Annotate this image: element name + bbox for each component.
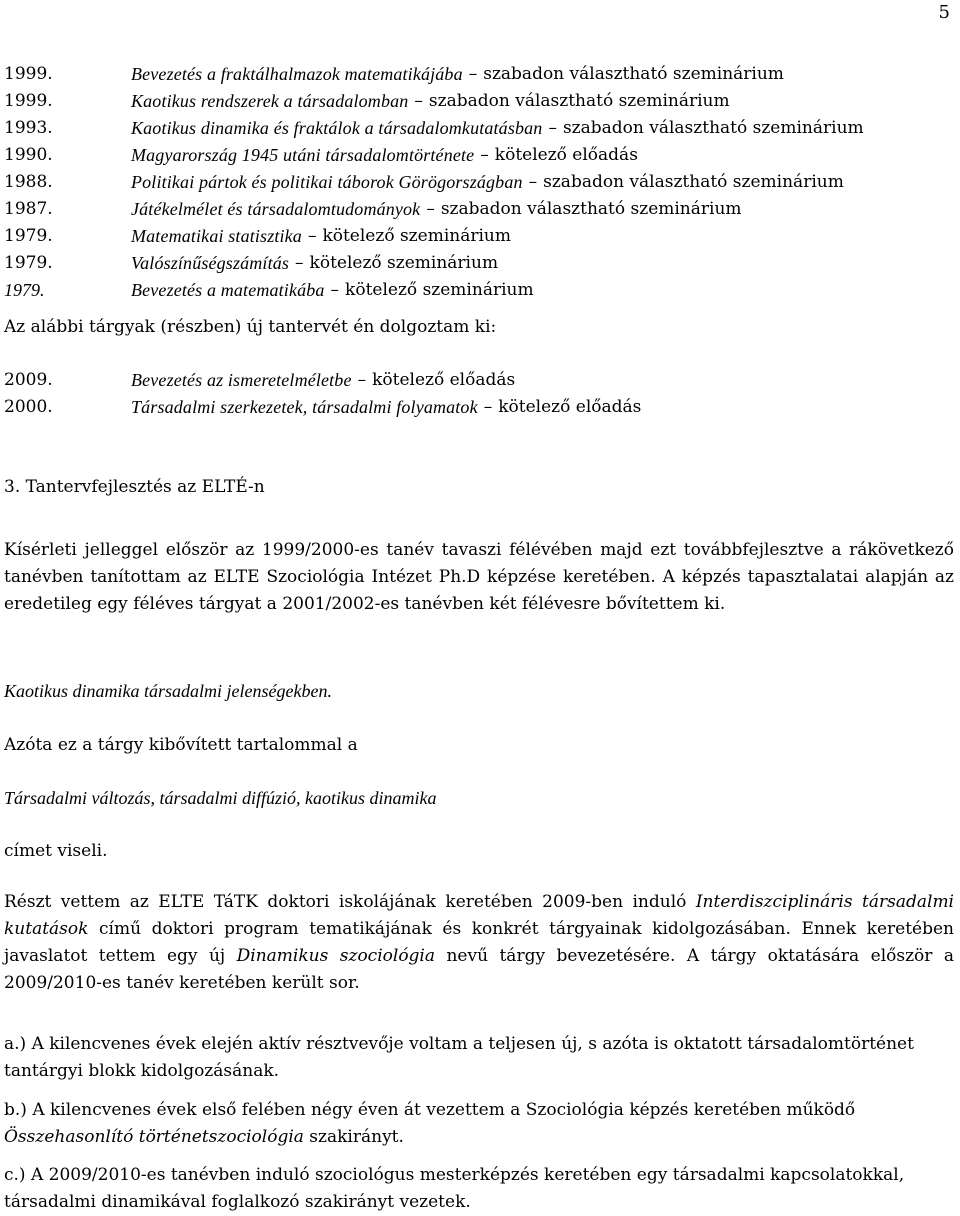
- course-row: [4, 367, 954, 394]
- course-list: [4, 61, 954, 304]
- program-name: Interdiszciplináris társadalmi kutatások: [4, 892, 954, 939]
- course-separator: –: [357, 370, 367, 390]
- course-row: [4, 223, 954, 250]
- course-row: [4, 88, 954, 115]
- course-title: Bevezetés a matematikába: [131, 280, 325, 300]
- course-title: Matematikai statisztika: [131, 226, 302, 246]
- course-row: [4, 169, 954, 196]
- para2-part2: című doktori program tematikájának és konkrét tárgyainak kidolgozásában. Ennek keretében javaslatot tettem egy új: [4, 919, 954, 966]
- course-year: 1993.: [4, 118, 53, 138]
- course-row: [4, 142, 954, 169]
- course-year: 1979.: [4, 253, 53, 273]
- course-type: szabadon választható szeminárium: [562, 118, 864, 138]
- course-separator: –: [426, 199, 435, 219]
- course-title-original: Kaotikus dinamika társadalmi jelenségekben.: [4, 681, 332, 701]
- course-separator: –: [414, 91, 423, 111]
- course-year: 1979.: [4, 226, 53, 246]
- course-type: szabadon választható szeminárium: [543, 172, 844, 192]
- since-text: Azóta ez a tárgy kibővített tartalommal a: [4, 735, 358, 755]
- course-year: 2009.: [4, 370, 53, 390]
- course-title: Bevezetés az ismeretelméletbe: [131, 370, 352, 390]
- course-row: [4, 277, 954, 304]
- course-year: 2000.: [4, 397, 53, 417]
- course-type: szabadon választható szeminárium: [428, 91, 730, 111]
- course-year: 1999.: [4, 91, 53, 111]
- course-separator: –: [528, 172, 538, 192]
- course-type: kötelező szeminárium: [322, 226, 511, 246]
- course-title: Valószínűségszámítás: [131, 253, 290, 273]
- section-heading: 3. Tantervfejlesztés az ELTÉ-n: [4, 477, 265, 497]
- page-number: 5: [938, 2, 950, 23]
- course-year: 1988.: [4, 172, 53, 192]
- course-type: kötelező előadás: [372, 370, 516, 390]
- paragraph-doctoral-program: [4, 889, 954, 997]
- paragraph-phd-course: Kísérleti jelleggel először az 1999/2000-es tanév tavaszi félévében majd ezt továbbfejlesztve a rákövetkező tanévben tanítottam az ELTE Szociológia Intézet Ph.D képzése keretében. A képzés tapasztalatai alapján az eredetileg egy féléves tárgyat a 2001/2002-es tanévben két félévesre bővítettem ki.: [4, 540, 954, 614]
- new-curricula-intro: Az alábbi tárgyak (részben) új tantervét én dolgoztam ki:: [4, 317, 497, 337]
- course-separator: –: [295, 253, 304, 273]
- course-title: Társadalmi szerkezetek, társadalmi folyamatok: [131, 397, 478, 417]
- course-separator: –: [307, 226, 317, 246]
- course-year: 1979.: [4, 280, 45, 300]
- course-type: szabadon választható szeminárium: [440, 199, 742, 219]
- course-type: kötelező szeminárium: [309, 253, 499, 273]
- course-title: Kaotikus rendszerek a társadalomban: [131, 91, 409, 111]
- course-type: kötelező előadás: [498, 397, 642, 417]
- course-type: szabadon választható szeminárium: [483, 64, 784, 84]
- course-type: kötelező előadás: [494, 145, 638, 165]
- course-row: [4, 394, 954, 421]
- list-item-a: a.) A kilencvenes évek elején aktív résztvevője voltam a teljesen új, s azóta is oktatott társadalomtörténet tantárgyi blokk kidolgozásának.: [4, 1034, 914, 1081]
- specialization-name: Összehasonlító történetszociológia: [4, 1127, 304, 1147]
- course-separator: –: [468, 64, 478, 84]
- course-name: Dinamikus szociológia: [236, 946, 436, 966]
- course-separator: –: [548, 118, 557, 138]
- course-title-current: Társadalmi változás, társadalmi diffúzió, kaotikus dinamika: [4, 788, 437, 808]
- new-course-list: [4, 367, 954, 421]
- course-separator: –: [483, 397, 493, 417]
- course-type: kötelező szeminárium: [345, 280, 534, 300]
- course-title: Játékelmélet és társadalomtudományok: [131, 199, 421, 219]
- course-title: Bevezetés a fraktálhalmazok matematikájába: [131, 64, 463, 84]
- list-item-b: [4, 1097, 954, 1151]
- para2-part3: nevű tárgy bevezetésére. A tárgy oktatására először a 2009/2010-es tanév keretében került sor.: [4, 946, 954, 993]
- item-b-part2: szakirányt.: [303, 1127, 404, 1147]
- course-separator: –: [330, 280, 340, 300]
- title-suffix: címet viseli.: [4, 841, 108, 861]
- course-title: Politikai pártok és politikai táborok Görögországban: [131, 172, 523, 192]
- list-item-c: c.) A 2009/2010-es tanévben induló szociológus mesterképzés keretében egy társadalmi kapcsolatokkal, társadalmi dinamikával foglalkozó szakirányt vezetek.: [4, 1165, 905, 1212]
- course-year: 1987.: [4, 199, 53, 219]
- course-year: 1990.: [4, 145, 53, 165]
- course-row: [4, 115, 954, 142]
- para2-part1: Részt vettem az ELTE TáTK doktori iskolájának keretében 2009-ben induló: [4, 892, 696, 912]
- course-title: Kaotikus dinamika és fraktálok a társadalomkutatásban: [131, 118, 543, 138]
- course-title: Magyarország 1945 utáni társadalomtörténete: [131, 145, 475, 165]
- course-row: [4, 250, 954, 277]
- course-row: [4, 61, 954, 88]
- item-b-part1: b.) A kilencvenes évek első felében négy éven át vezettem a Szociológia képzés keretében működő: [4, 1100, 856, 1120]
- course-row: [4, 196, 954, 223]
- course-year: 1999.: [4, 64, 53, 84]
- course-separator: –: [480, 145, 489, 165]
